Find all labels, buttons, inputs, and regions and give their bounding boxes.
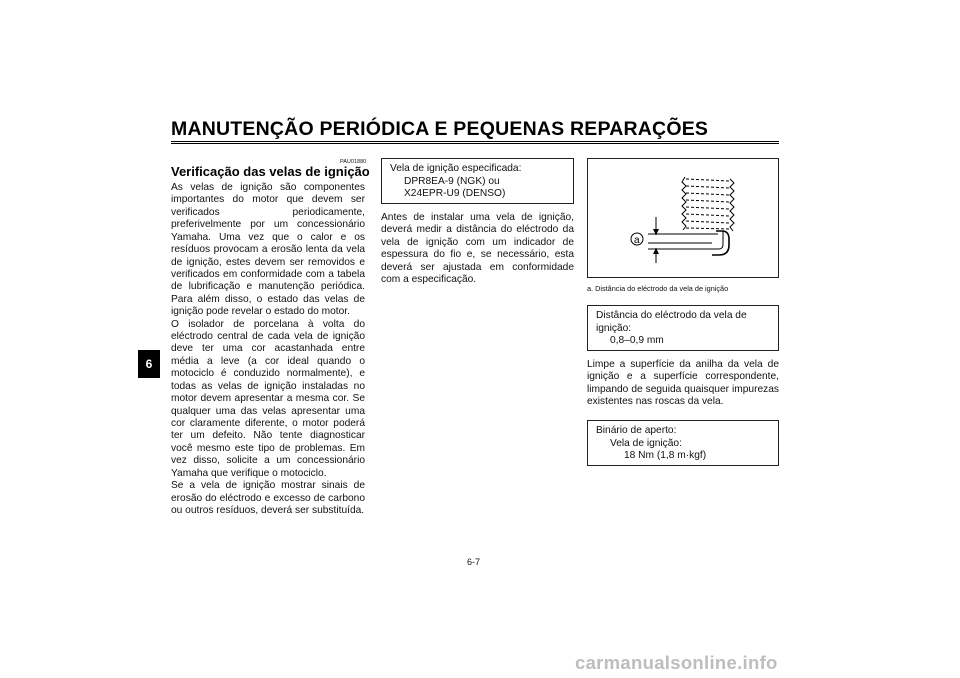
install-paragraph: Antes de instalar uma vela de ignição, deverá medir a distância do eléctrodo da vela de ignição com um indicador de espessura do fio e, se necessário, esta deverá ser ajustada em conformidade com a especificação.	[381, 212, 574, 286]
column-2-text	[381, 212, 574, 287]
section-title: Verificação das velas de ignição	[171, 164, 370, 179]
spec-torque-sublabel: Vela de ignição:	[610, 437, 682, 449]
clean-paragraph: Limpe a superfície da anilha da vela de ignição e a superfície correspondente, limpando de seguida quaisquer impurezas existentes nas roscas da vela.	[587, 359, 779, 408]
watermark-link[interactable]: carmanualsonline.info	[575, 652, 778, 673]
page-header-title: MANUTENÇÃO PERIÓDICA E PEQUENAS REPARAÇÕES	[171, 118, 709, 140]
page-number: 6-7	[467, 557, 481, 567]
paragraph-1: As velas de ignição são componentes importantes do motor que devem ser verificados periodicamente, preferivelmente por um concessionário Yamaha. Uma vez que o calor e os resíduos provocam a erosão lenta da vela de ignição, estes devem ser removidos e verificados em conformidade com a tabela de lubrificação e manutenção periódica. Para além disso, o estado das velas de ignição pode revelar o estado do motor.	[171, 182, 365, 318]
spec-torque-value: 18 Nm (1,8 m·kgf)	[624, 450, 707, 461]
chapter-tab: 6	[138, 350, 160, 378]
torque-spec-box	[587, 420, 779, 466]
spec-gap-label-1: Distância do eléctrodo da vela de	[596, 310, 747, 321]
section-code: PAU01880	[340, 159, 367, 165]
spec-plug-label: Vela de ignição especificada:	[390, 163, 522, 174]
spark-plug-spec-box	[381, 158, 574, 204]
figure-label-a: a	[634, 235, 640, 246]
header-rule	[171, 141, 779, 144]
spark-plug-diagram	[588, 159, 778, 277]
spec-plug-value-1: DPR8EA-9 (NGK) ou	[404, 175, 500, 187]
electrode-gap-spec-box	[587, 305, 779, 351]
spec-plug-value-2: X24EPR-U9 (DENSO)	[404, 188, 506, 199]
spec-gap-value: 0,8–0,9 mm	[610, 335, 664, 346]
column-1-text	[171, 182, 365, 517]
figure-caption: a. Distância do eléctrodo da vela de ignição	[587, 284, 729, 293]
spec-gap-label-2: ignição:	[596, 322, 632, 334]
column-3-text	[587, 359, 779, 409]
paragraph-3: Se a vela de ignição mostrar sinais de erosão do eléctrodo e excesso de carbono ou outros resíduos, deverá ser substituída.	[171, 480, 365, 516]
paragraph-2: O isolador de porcelana à volta do eléctrodo central de cada vela de ignição deve ter uma cor acastanhada entre média a leve (a cor ideal quando o motociclo é conduzido normalmente), e todas as velas de ignição instaladas no motor devem apresentar a mesma cor. Se qualquer uma das velas apresentar uma cor claramente diferente, o motor poderá ter um defeito. Não tente diagnosticar você mesmo este tipo de problemas. Em vez disso, solicite a um concessionário Yamaha que verifique o motociclo.	[171, 318, 365, 479]
spec-torque-label: Binário de aperto:	[596, 425, 677, 436]
spark-plug-gap-figure	[587, 158, 779, 278]
